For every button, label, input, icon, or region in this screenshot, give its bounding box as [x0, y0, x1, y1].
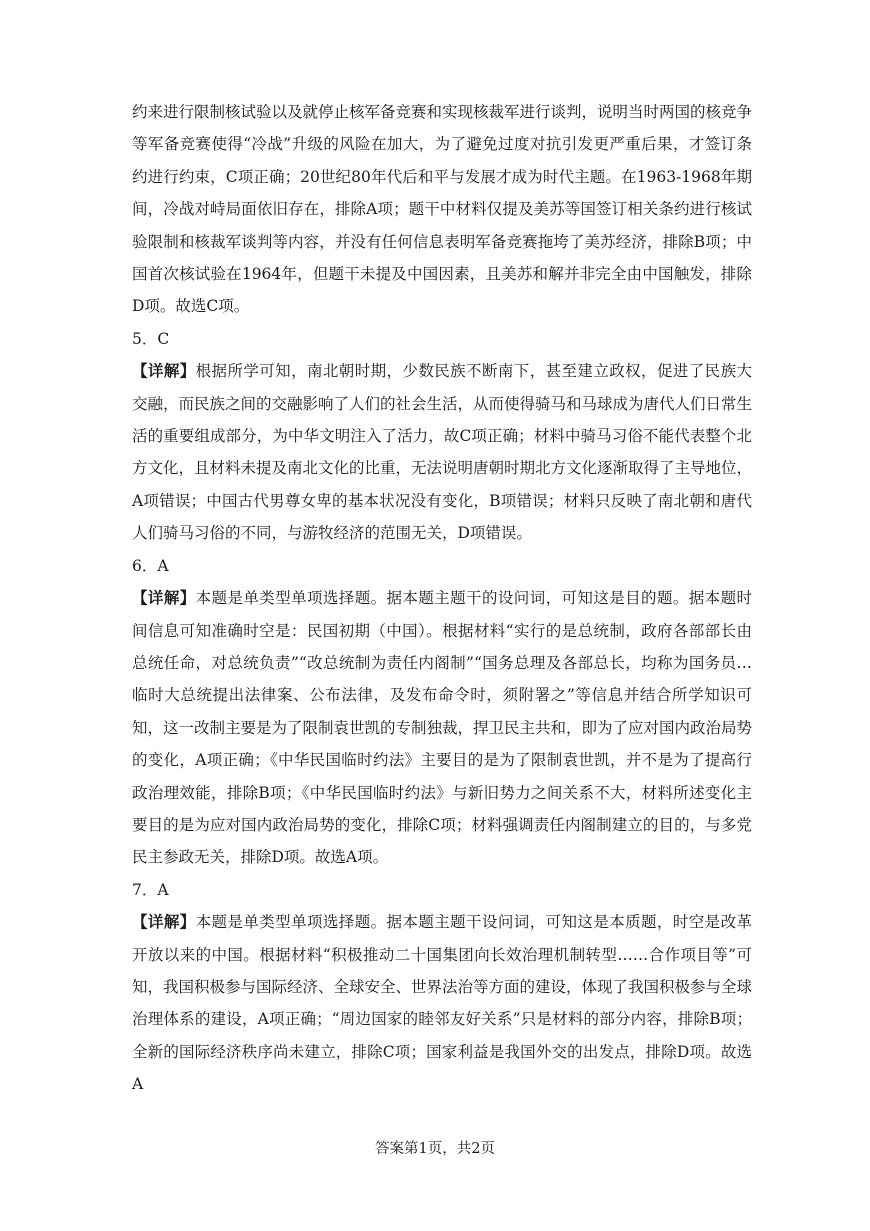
q7-explanation — [132, 906, 752, 1100]
q6-detail-tag: 【详解】 — [132, 588, 196, 608]
q5-answer: 5．C — [132, 329, 170, 348]
q6-answer: 6．A — [132, 556, 169, 575]
q5-detail-text: 根据所学可知，南北朝时期，少数民族不断南下，甚至建立政权，促进了民族大交融，而民族之间的交融影响了人们的社会生活，从而使得骑马和马球成为唐代人们日常生活的重要组成部分，为中华文明注入了活力，故C项正确；材料中骑马习俗不能代表整个北方文化，且材料未提及南北文化的比重，无法说明唐朝时期北方文化逐渐取得了主导地位，A项错误；中国古代男尊女卑的基本状况没有变化，B项错误；材料只反映了南北朝和唐代人们骑马习俗的不同，与游牧经济的范围无关，D项错误。 — [132, 362, 753, 543]
q6-explanation — [132, 582, 752, 874]
q5-explanation — [132, 355, 752, 549]
q7-answer: 7．A — [132, 880, 169, 899]
page-footer: 答案第1页，共2页 — [375, 1141, 495, 1157]
q7-detail-text: 本题是单类型单项选择题。据本题主题干设问词，可知这是本质题，时空是改革开放以来的中国。根据材料“积极推动二十国集团向长效治理机制转型……合作项目等”可知，我国积极参与国际经济、全球安全、世界法治等方面的建设，体现了我国积极参与全球治理体系的建设，A项正确；“周边国家的睦邻友好关系”只是材料的部分内容，排除B项；全新的国际经济秩序尚未建立，排除C项；国家利益是我国外交的出发点，排除D项。故选A — [132, 913, 753, 1094]
q5-detail-tag: 【详解】 — [132, 361, 196, 381]
q6-detail-text: 本题是单类型单项选择题。据本题主题干的设问词，可知这是目的题。据本题时间信息可知准确时空是：民国初期（中国）。根据材料“实行的是总统制，政府各部部长由总统任命，对总统负责”“改总统制为责任内阁制”“国务总理及各部总长，均称为国务员…临时大总统提出法律案、公布法律，及发布命令时，须附署之”等信息并结合所学知识可知，这一改制主要是为了限制袁世凯的专制独裁，捍卫民主共和，即为了应对国内政治局势的变化，A项正确；《中华民国临时约法》主要目的是为了限制袁世凯，并不是为了提高行政治理效能，排除B项；《中华民国临时约法》与新旧势力之间关系不大，材料所述变化主要目的是为应对国内政治局势的变化，排除C项；材料强调责任内阁制建立的目的，与多党民主参政无关，排除D项。故选A项。 — [132, 589, 753, 867]
q4-explanation-continued: 约来进行限制核试验以及就停止核军备竞赛和实现核裁军进行谈判，说明当时两国的核竞争等军备竞赛使得“冷战”升级的风险在加大，为了避免过度对抗引发更严重后果，才签订条约进行约束，C项正确；20世纪80年代后和平与发展才成为时代主题。在1963-1968年期间，冷战对峙局面依旧存在，排除A项；题干中材料仅提及美苏等国签订相关条约进行核试验限制和核裁军谈判等内容，并没有任何信息表明军备竞赛拖垮了美苏经济，排除B项；中国首次核试验在1964年，但题干未提及中国因素，且美苏和解并非完全由中国触发，排除D项。故选C项。 — [132, 103, 753, 316]
answer-page-body — [132, 96, 752, 1101]
q7-detail-tag: 【详解】 — [132, 912, 196, 932]
